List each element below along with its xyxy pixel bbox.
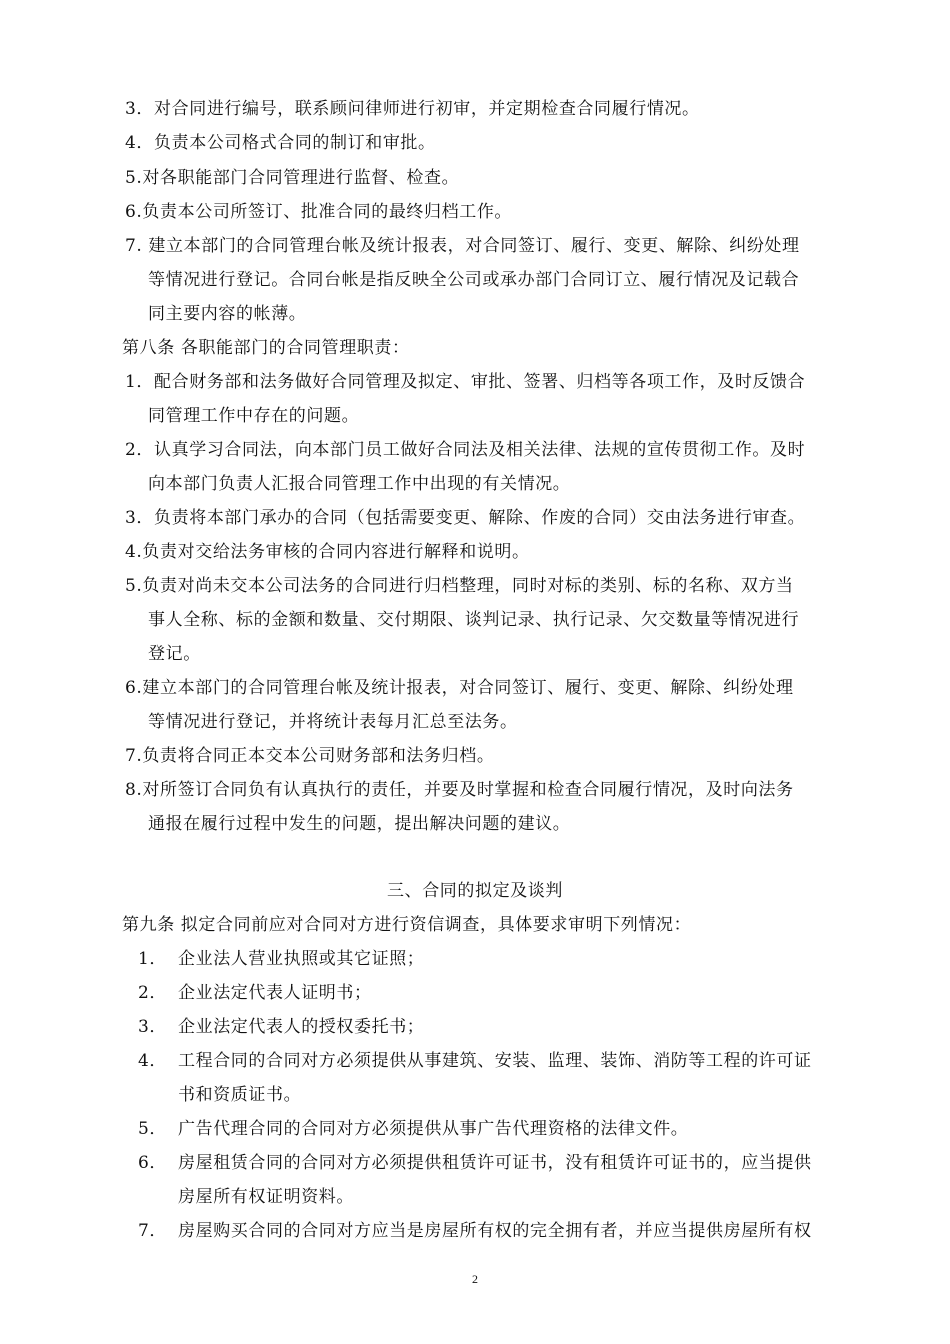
- page-number: 2: [472, 1272, 478, 1286]
- list-item: 1．配合财务部和法务做好合同管理及拟定、审批、签署、归档等各项工作，及时反馈合: [125, 372, 806, 392]
- list-item: 7.负责将合同正本交本公司财务部和法务归档。: [125, 746, 495, 766]
- article-title: 第九条 拟定合同前应对合同对方进行资信调查，具体要求审明下列情况：: [122, 915, 692, 935]
- list-item-number: 4．: [138, 1051, 168, 1071]
- list-item-continuation: 通报在履行过程中发生的问题，提出解决问题的建议。: [148, 814, 571, 834]
- list-item-number: 1．: [138, 949, 168, 969]
- list-item: 企业法定代表人的授权委托书；: [178, 1017, 425, 1037]
- list-item-number: 6．: [138, 1153, 168, 1173]
- list-item-number: 2．: [138, 983, 168, 1003]
- list-item: 6.建立本部门的合同管理台帐及统计报表，对合同签订、履行、变更、解除、纠纷处理: [125, 678, 794, 698]
- list-item-continuation: 向本部门负责人汇报合同管理工作中出现的有关情况。: [148, 474, 571, 494]
- list-item: 房屋租赁合同的合同对方必须提供租赁许可证书，没有租赁许可证书的，应当提供: [178, 1153, 812, 1173]
- list-item: 4．负责本公司格式合同的制订和审批。: [125, 133, 436, 153]
- article-title: 第八条 各职能部门的合同管理职责：: [122, 338, 410, 358]
- list-item: 6.负责本公司所签订、批准合同的最终归档工作。: [125, 202, 513, 222]
- list-item: 2．认真学习合同法，向本部门员工做好合同法及相关法律、法规的宣传贯彻工作。及时: [125, 440, 806, 460]
- list-item: 5.负责对尚未交本公司法务的合同进行归档整理，同时对标的类别、标的名称、双方当: [125, 576, 794, 596]
- list-item: 3．负责将本部门承办的合同（包括需要变更、解除、作废的合同）交由法务进行审查。: [125, 508, 806, 528]
- list-item-continuation: 同主要内容的帐薄。: [148, 304, 307, 324]
- list-item-number: 3．: [138, 1017, 168, 1037]
- list-item-number: 7．: [138, 1221, 168, 1241]
- list-item-continuation: 等情况进行登记，并将统计表每月汇总至法务。: [148, 712, 518, 732]
- list-item-continuation: 房屋所有权证明资料。: [178, 1187, 354, 1207]
- list-item: 4.负责对交给法务审核的合同内容进行解释和说明。: [125, 542, 530, 562]
- list-item-continuation: 等情况进行登记。合同台帐是指反映全公司或承办部门合同订立、履行情况及记载合: [148, 270, 800, 290]
- list-item-number: 5．: [138, 1119, 168, 1139]
- list-item: 5.对各职能部门合同管理进行监督、检查。: [125, 168, 460, 188]
- list-item: 7. 建立本部门的合同管理台帐及统计报表，对合同签订、履行、变更、解除、纠纷处理: [125, 236, 800, 256]
- list-item: 房屋购买合同的合同对方应当是房屋所有权的完全拥有者，并应当提供房屋所有权: [178, 1221, 812, 1241]
- list-item: 工程合同的合同对方必须提供从事建筑、安装、监理、装饰、消防等工程的许可证: [178, 1051, 812, 1071]
- list-item-continuation: 事人全称、标的金额和数量、交付期限、谈判记录、执行记录、欠交数量等情况进行: [148, 610, 800, 630]
- list-item-continuation: 书和资质证书。: [178, 1085, 302, 1105]
- list-item: 企业法人营业执照或其它证照；: [178, 949, 425, 969]
- list-item: 广告代理合同的合同对方必须提供从事广告代理资格的法律文件。: [178, 1119, 689, 1139]
- list-item: 企业法定代表人证明书；: [178, 983, 372, 1003]
- list-item: 8.对所签订合同负有认真执行的责任，并要及时掌握和检查合同履行情况，及时向法务: [125, 780, 794, 800]
- section-heading: 三、合同的拟定及谈判: [387, 881, 563, 901]
- list-item: 3．对合同进行编号，联系顾问律师进行初审，并定期检查合同履行情况。: [125, 99, 700, 119]
- list-item-continuation: 同管理工作中存在的问题。: [148, 406, 360, 426]
- list-item-continuation: 登记。: [148, 644, 201, 664]
